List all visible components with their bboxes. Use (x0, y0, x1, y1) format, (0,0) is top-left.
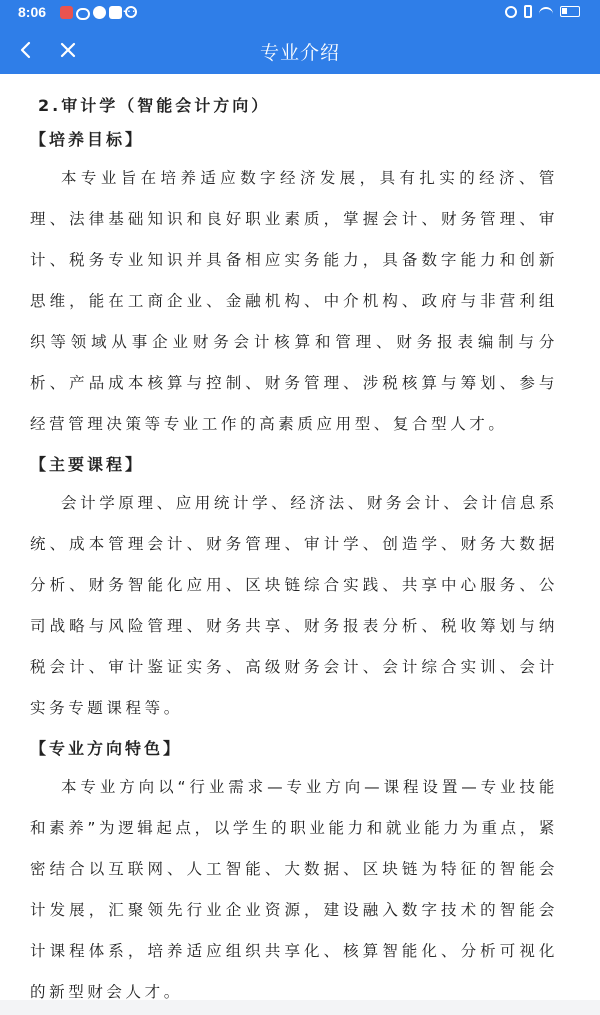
section-text-features: 本专业方向以“行业需求—专业方向—课程设置—专业技能和素养”为逻辑起点，以学生的职业能力和就业能力为重点，紧密结合以互联网、人工智能、大数据、区块链为特征的智能会计发展，汇聚领先行业企业资源，建设融入数字技术的智能会计课程体系，培养适应组织共享化、核算智能化、分析可视化的新型财会人才。 (30, 778, 558, 1001)
app-notification-icon (60, 6, 73, 19)
section-text-courses: 会计学原理、应用统计学、经济法、财务会计、会计信息系统、成本管理会计、财务管理、审计学、创造学、财务大数据分析、财务智能化应用、区块链综合实践、共享中心服务、公司战略与风险管理、财务共享、财务报表分析、税收筹划与纳税会计、审计鉴证实务、高级财务会计、会计综合实训、会计实务专题课程等。 (30, 494, 558, 717)
browser-icon (93, 6, 106, 19)
system-status-icons (505, 5, 580, 18)
section-heading-courses: 【主要课程】 (30, 455, 145, 474)
section-text-goals: 本专业旨在培养适应数字经济发展，具有扎实的经济、管理、法律基础知识和良好职业素质，掌握会计、财务管理、审计、税务专业知识并具备相应实务能力，具备数字能力和创新思维，能在工商企业、金融机构、中介机构、政府与非营利组织等领域从事企业财务会计核算和管理、财务报表编制与分析、产品成本核算与控制、财务管理、涉税核算与筹划、参与经营管理决策等专业工作的高素质应用型、复合型人才。 (30, 169, 558, 433)
status-time: 8:06 (18, 4, 47, 20)
alarm-icon (505, 6, 517, 18)
battery-icon (560, 6, 580, 17)
qr-icon (109, 6, 122, 19)
status-bar (0, 0, 600, 26)
app-header (0, 26, 600, 74)
more-notifications-indicator: ··· (122, 2, 136, 18)
section-heading-features: 【专业方向特色】 (30, 739, 183, 758)
cloud-icon (76, 8, 90, 20)
article (30, 88, 558, 1015)
section-heading-goals: 【培养目标】 (30, 130, 145, 149)
battery-level (562, 8, 567, 14)
major-title: 2.审计学（智能会计方向） (38, 96, 271, 115)
content-area[interactable] (0, 74, 600, 1000)
vibrate-icon (524, 5, 532, 18)
wifi-icon (539, 7, 553, 17)
page-title: 专业介绍 (259, 42, 340, 64)
